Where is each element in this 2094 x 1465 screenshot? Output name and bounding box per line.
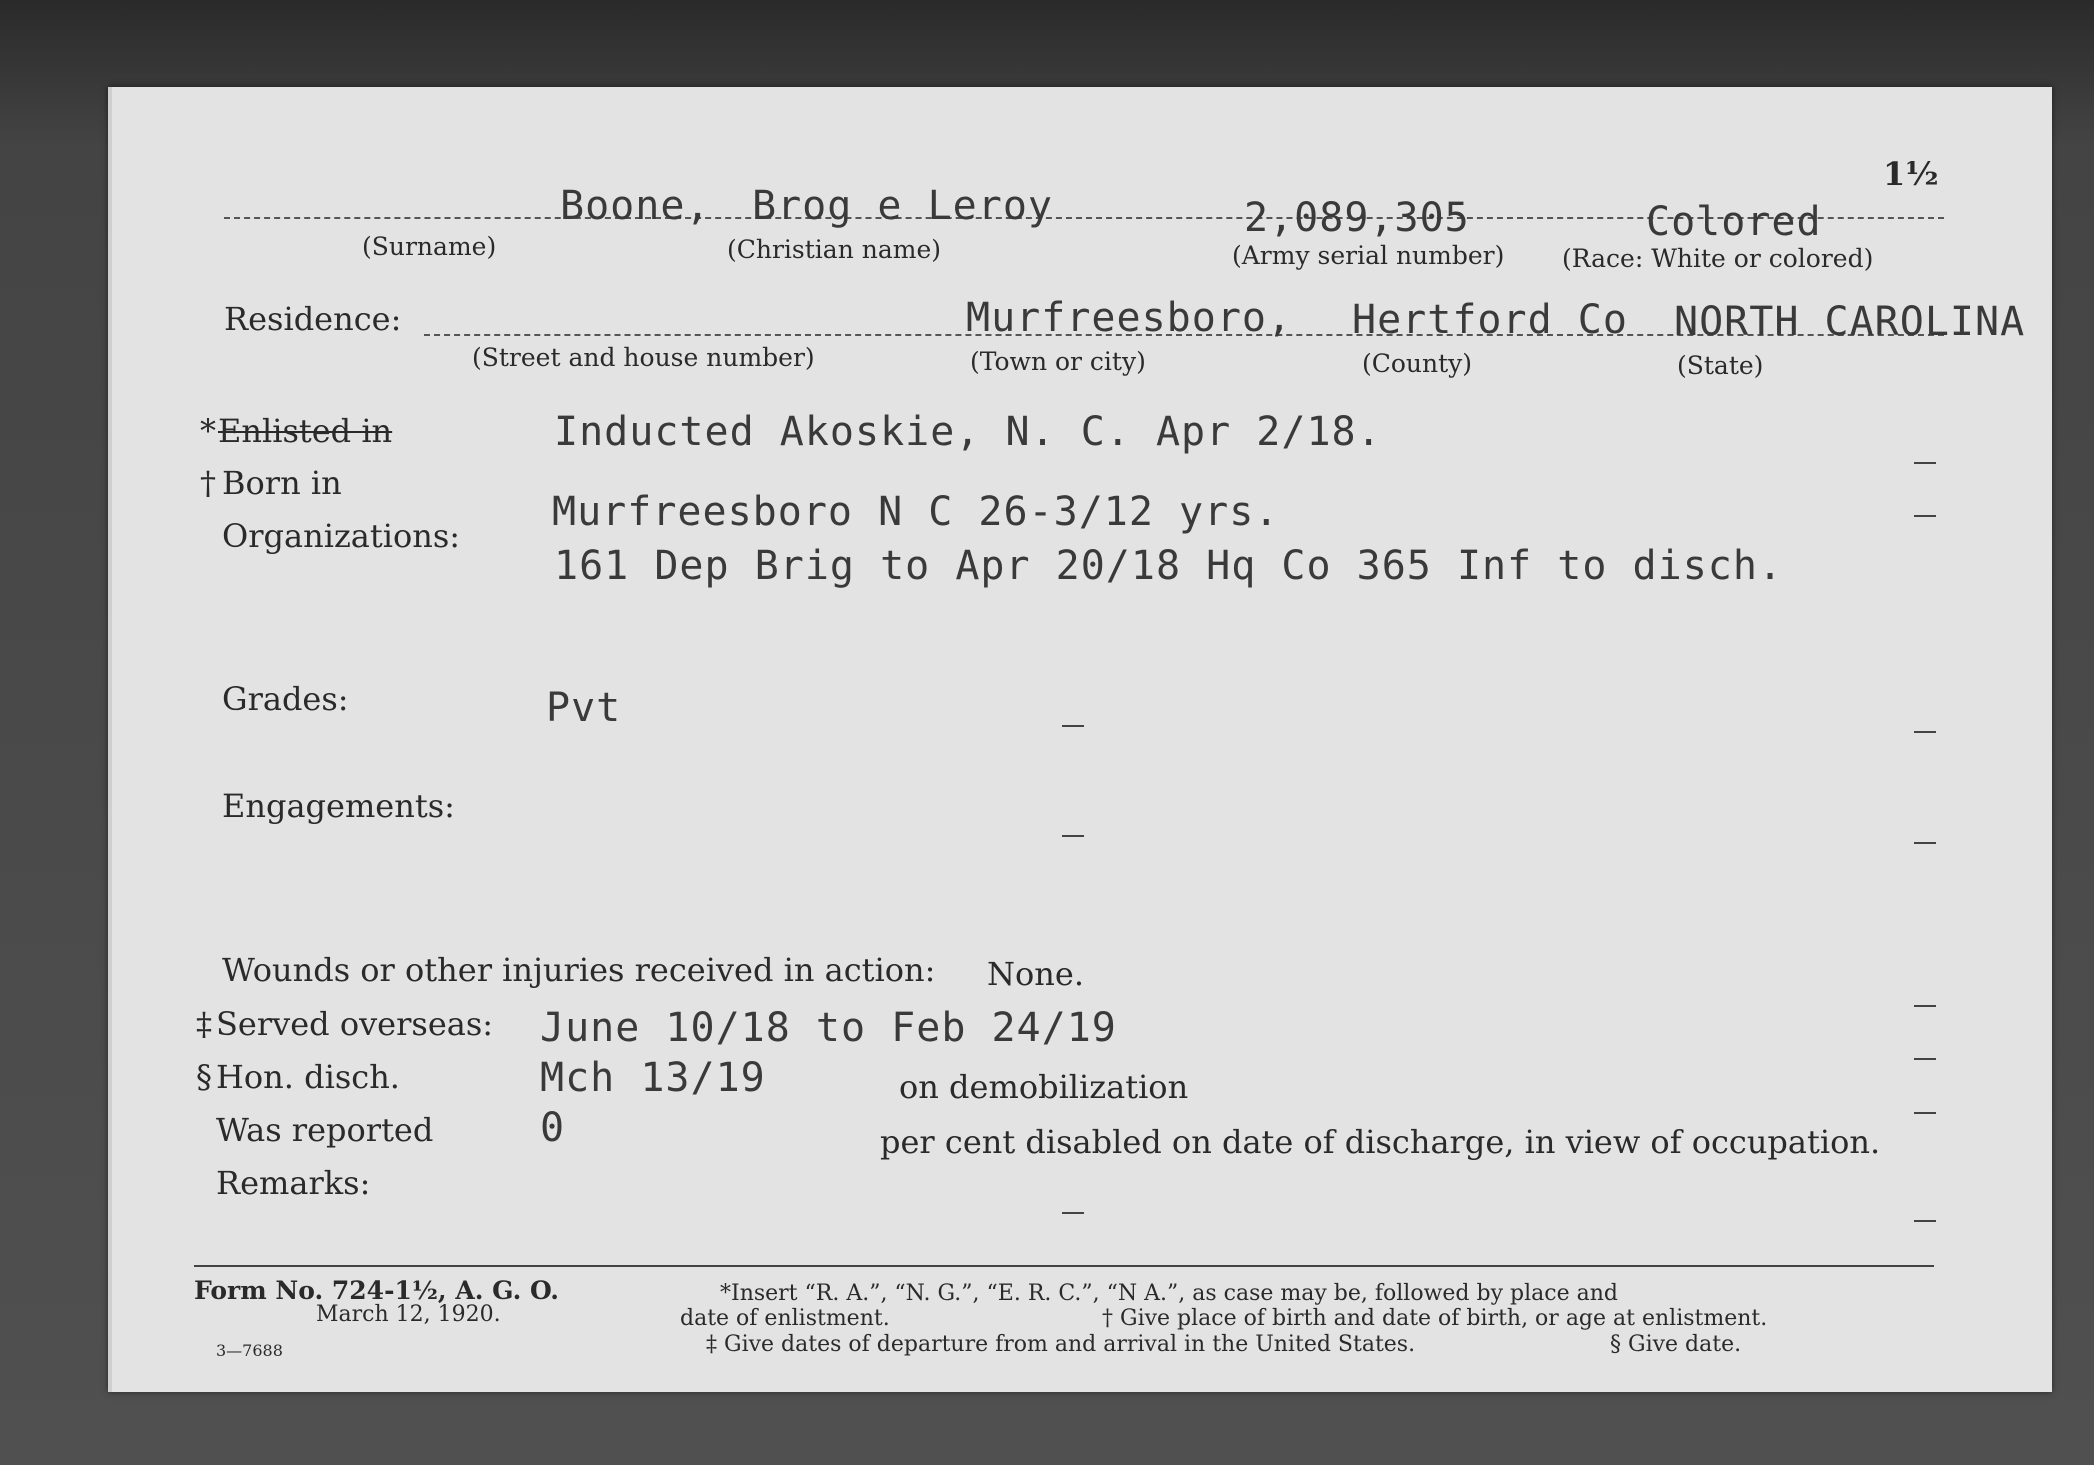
engagements-tick-mid (1062, 835, 1084, 837)
service-record-card (108, 87, 2052, 1392)
footnote-overseas: ‡ Give dates of departure from and arrival in the United States. (706, 1332, 1416, 1357)
race-caption: (Race: White or colored) (1562, 244, 1874, 273)
form-date: March 12, 1920. (316, 1302, 501, 1327)
wounds-label: Wounds or other injuries received in action: (222, 951, 936, 989)
footnote-enlisted-cont: date of enlistment. (680, 1306, 890, 1331)
engagements-label: Engagements: (222, 787, 455, 825)
overseas-marker: ‡ (196, 1005, 212, 1043)
was-reported-label: Was reported (216, 1111, 434, 1149)
grades-tick-right (1914, 731, 1936, 733)
was-reported-tick (1914, 1112, 1936, 1114)
wounds-value: None. (987, 955, 1084, 993)
hon-disch-value: Mch 13/19 (540, 1055, 766, 1101)
footnote-enlisted: *Insert “R. A.”, “N. G.”, “E. R. C.”, “N A.”, as case may be, followed by place and (720, 1281, 1618, 1306)
residence-label: Residence: (224, 300, 402, 338)
footnote-birth: † Give place of birth and date of birth, or age at enlistment. (1102, 1306, 1768, 1331)
christian-name-caption: (Christian name) (727, 235, 942, 264)
was-reported-suffix: per cent disabled on date of discharge, in view of occupation. (880, 1123, 1881, 1161)
born-value: Murfreesboro N C 26-3/12 yrs. (552, 489, 1280, 535)
town-value: Murfreesboro, (966, 295, 1293, 341)
born-label: Born in (222, 464, 342, 502)
enlisted-tick (1914, 462, 1936, 464)
enlisted-label: Enlisted in (218, 412, 393, 450)
state-value: NORTH CAROLINA (1674, 299, 2026, 345)
hon-disch-label: Hon. disch. (216, 1058, 400, 1096)
born-tick (1914, 515, 1936, 517)
grades-value: Pvt (546, 685, 622, 731)
overseas-tick (1914, 1005, 1936, 1007)
remarks-tick-right (1914, 1220, 1936, 1222)
form-number: Form No. 724-1½, A. G. O. (194, 1276, 560, 1305)
was-reported-value: 0 (540, 1105, 566, 1151)
born-marker: † (200, 464, 216, 502)
remarks-tick-mid (1062, 1212, 1084, 1214)
serial-number-value: 2,089,305 (1244, 195, 1470, 241)
christian-name-value: Brog e Leroy (752, 183, 1053, 229)
county-caption: (County) (1362, 349, 1473, 378)
footnote-date: § Give date. (1610, 1332, 1742, 1357)
remarks-label: Remarks: (216, 1164, 371, 1202)
race-value: Colored (1646, 199, 1822, 245)
county-value: Hertford Co (1352, 297, 1628, 343)
hon-disch-suffix: on demobilization (899, 1068, 1189, 1106)
footer-rule (194, 1265, 1934, 1267)
organizations-label: Organizations: (222, 517, 461, 555)
surname-value: Boone, (560, 183, 711, 229)
town-caption: (Town or city) (970, 347, 1146, 376)
street-caption: (Street and house number) (472, 343, 815, 372)
overseas-label: Served overseas: (216, 1005, 494, 1043)
hon-disch-tick (1914, 1058, 1936, 1060)
engagements-tick-right (1914, 842, 1936, 844)
serial-caption: (Army serial number) (1232, 241, 1505, 270)
grades-tick-mid (1062, 725, 1084, 727)
hon-disch-marker: § (196, 1058, 212, 1096)
overseas-value: June 10/18 to Feb 24/19 (540, 1005, 1117, 1051)
enlisted-marker: * (200, 412, 216, 450)
state-caption: (State) (1677, 351, 1764, 380)
surname-caption: (Surname) (362, 232, 497, 261)
enlisted-value: Inducted Akoskie, N. C. Apr 2/18. (554, 409, 1382, 455)
form-code: 3—7688 (216, 1341, 283, 1360)
organizations-value: 161 Dep Brig to Apr 20/18 Hq Co 365 Inf to disch. (554, 543, 1784, 589)
card-number: 1½ (1883, 155, 1939, 193)
grades-label: Grades: (222, 680, 349, 718)
